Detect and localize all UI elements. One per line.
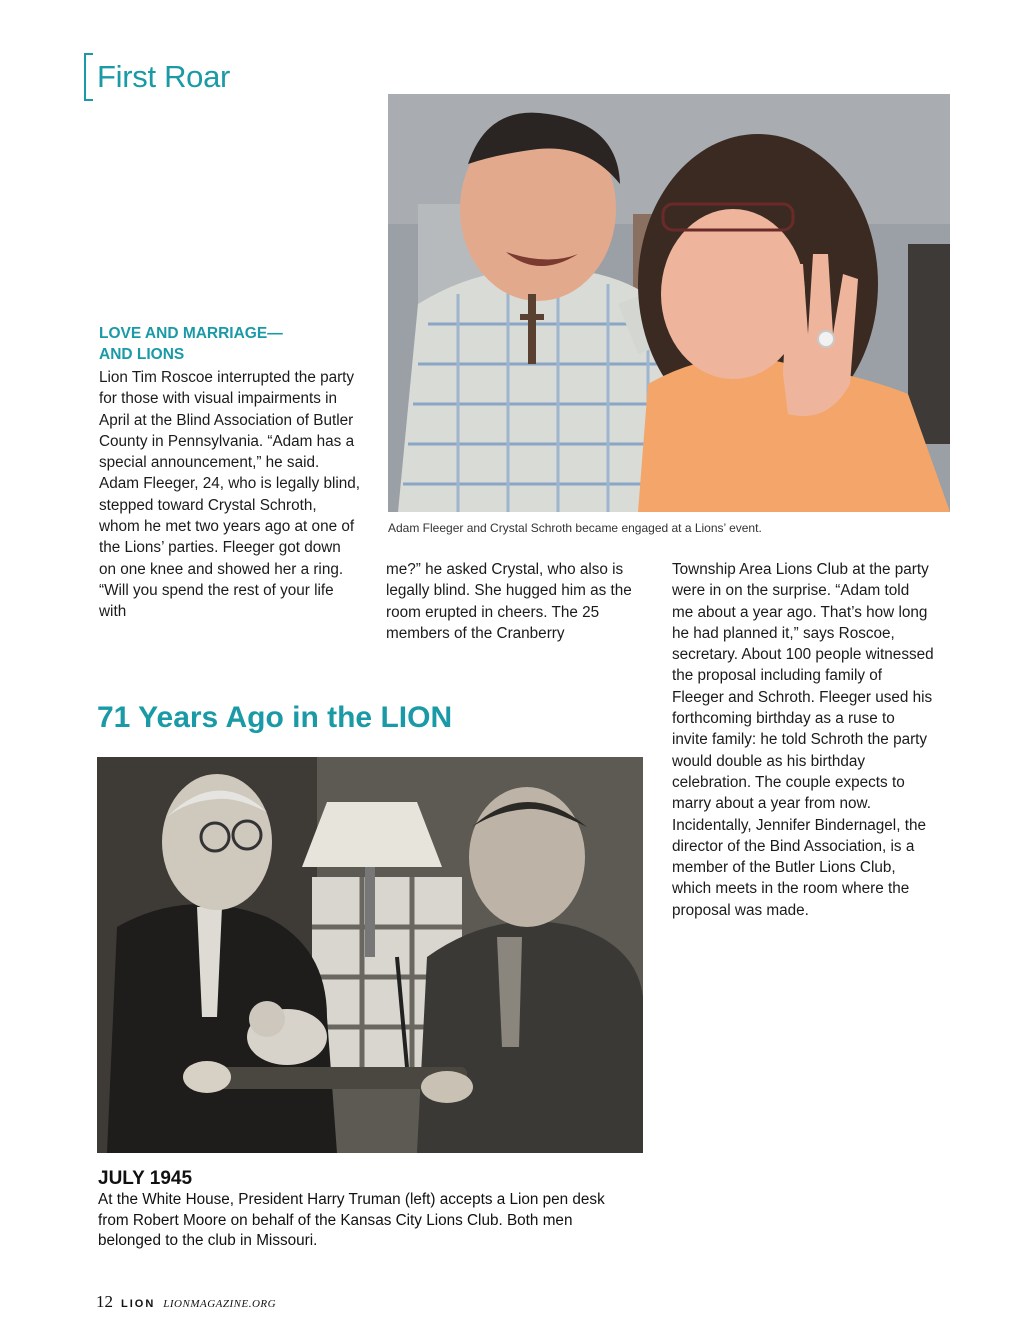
history-caption: At the White House, President Harry Truman (left) accepts a Lion pen desk from Robert Moore on behalf of the Kansas City Lions Club. Both men belonged to the club in Missouri. xyxy=(98,1191,605,1249)
story-heading-line-2: AND LIONS xyxy=(99,346,185,363)
section-header xyxy=(84,50,230,104)
couple-photo xyxy=(388,94,950,512)
couple-photo-illustration xyxy=(388,94,950,512)
website-link[interactable]: LIONMAGAZINE.ORG xyxy=(163,1298,277,1310)
page-number: 12 xyxy=(96,1292,113,1311)
truman-photo-illustration xyxy=(97,757,643,1153)
story-column-1: Lion Tim Roscoe interrupted the party for those with visual impairments in April at the Blind Association of Butler County in Pennsylvania. “Adam has a special announcement,” he said. Adam Fleeger, 24, who is legally blind, stepped toward Crystal Schroth, whom he met two years ago at one of the Lions’ parties. Fleeger got down on one knee and showed her a ring. “Will you spend the rest of your life with xyxy=(99,369,361,621)
story-column-3: Township Area Lions Club at the party were in on the surprise. “Adam told me about a year ago. That’s how long he had planned it,” says Roscoe, secretary. About 100 people witnessed the proposal including family of Fleeger and Schroth. Fleeger used his forthcoming birthday as a ruse to invite family: he told Schroth the party would double as his birthday celebration. The couple expects to marry about a year from now. Incidentally, Jennifer Bindernagel, the director of the Bind Association, is a member of the Butler Lions Club, which meets in the room where the proposal was made. xyxy=(672,561,934,919)
story-column-2: me?” he asked Crystal, who also is legally blind. She hugged him as the room erupted in cheers. The 25 members of the Cranberry xyxy=(386,561,632,642)
page-footer xyxy=(96,1292,276,1312)
magazine-brand: LION xyxy=(121,1298,156,1310)
history-date: JULY 1945 xyxy=(98,1168,193,1189)
bracket-icon xyxy=(84,53,93,101)
photo-caption: Adam Fleeger and Crystal Schroth became engaged at a Lions’ event. xyxy=(388,521,762,535)
story-heading xyxy=(99,323,349,365)
section-title: First Roar xyxy=(97,59,231,94)
history-title: 71 Years Ago in the LION xyxy=(97,701,453,734)
story-heading-line-1: LOVE AND MARRIAGE— xyxy=(99,325,283,342)
truman-photo xyxy=(97,757,643,1153)
